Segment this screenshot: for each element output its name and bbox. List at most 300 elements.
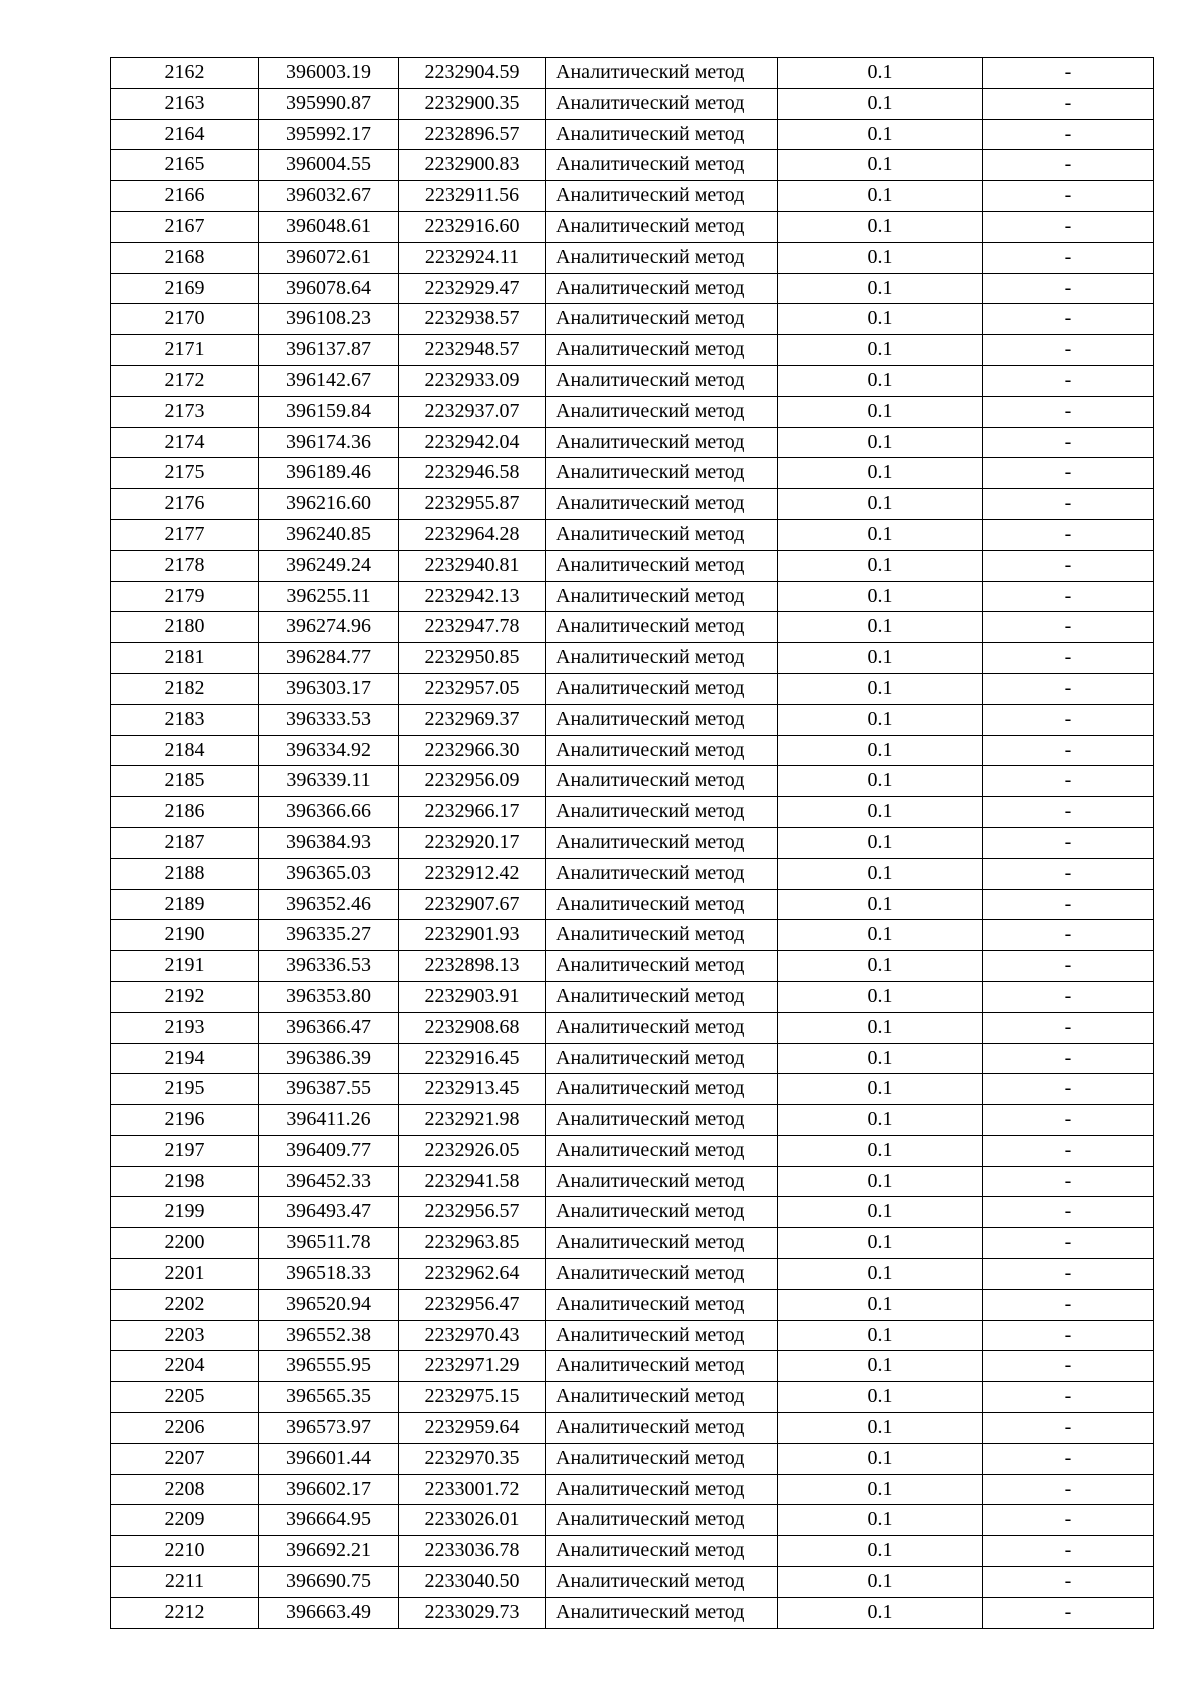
method-cell: Аналитический метод (546, 1197, 778, 1228)
y-coordinate-cell: 2232950.85 (399, 643, 546, 674)
y-coordinate-cell: 2232907.67 (399, 889, 546, 920)
method-cell: Аналитический метод (546, 365, 778, 396)
x-coordinate-cell: 396366.66 (259, 797, 399, 828)
note-cell: - (983, 1197, 1154, 1228)
note-cell: - (983, 273, 1154, 304)
point-number-cell: 2206 (111, 1413, 259, 1444)
table-row (111, 211, 1154, 242)
point-number-cell: 2183 (111, 704, 259, 735)
accuracy-cell: 0.1 (778, 858, 983, 889)
point-number-cell: 2188 (111, 858, 259, 889)
table-row (111, 858, 1154, 889)
y-coordinate-cell: 2233001.72 (399, 1474, 546, 1505)
accuracy-cell: 0.1 (778, 797, 983, 828)
y-coordinate-cell: 2232942.13 (399, 581, 546, 612)
table-row (111, 1320, 1154, 1351)
x-coordinate-cell: 396365.03 (259, 858, 399, 889)
note-cell: - (983, 766, 1154, 797)
method-cell: Аналитический метод (546, 1074, 778, 1105)
x-coordinate-cell: 396072.61 (259, 242, 399, 273)
method-cell: Аналитический метод (546, 1105, 778, 1136)
accuracy-cell: 0.1 (778, 920, 983, 951)
note-cell: - (983, 643, 1154, 674)
x-coordinate-cell: 396366.47 (259, 1012, 399, 1043)
table-row (111, 1536, 1154, 1567)
point-number-cell: 2169 (111, 273, 259, 304)
note-cell: - (983, 951, 1154, 982)
method-cell: Аналитический метод (546, 797, 778, 828)
coordinates-table (110, 57, 1154, 1629)
point-number-cell: 2172 (111, 365, 259, 396)
point-number-cell: 2184 (111, 735, 259, 766)
accuracy-cell: 0.1 (778, 1074, 983, 1105)
x-coordinate-cell: 396032.67 (259, 181, 399, 212)
point-number-cell: 2165 (111, 150, 259, 181)
x-coordinate-cell: 396352.46 (259, 889, 399, 920)
table-row (111, 766, 1154, 797)
table-row (111, 920, 1154, 951)
table-row (111, 1074, 1154, 1105)
method-cell: Аналитический метод (546, 519, 778, 550)
accuracy-cell: 0.1 (778, 704, 983, 735)
method-cell: Аналитический метод (546, 396, 778, 427)
table-row (111, 58, 1154, 89)
x-coordinate-cell: 396690.75 (259, 1567, 399, 1598)
x-coordinate-cell: 396493.47 (259, 1197, 399, 1228)
table-row (111, 1443, 1154, 1474)
note-cell: - (983, 335, 1154, 366)
y-coordinate-cell: 2232904.59 (399, 58, 546, 89)
method-cell: Аналитический метод (546, 211, 778, 242)
x-coordinate-cell: 396284.77 (259, 643, 399, 674)
note-cell: - (983, 519, 1154, 550)
method-cell: Аналитический метод (546, 1413, 778, 1444)
point-number-cell: 2194 (111, 1043, 259, 1074)
y-coordinate-cell: 2232964.28 (399, 519, 546, 550)
point-number-cell: 2195 (111, 1074, 259, 1105)
note-cell: - (983, 242, 1154, 273)
method-cell: Аналитический метод (546, 1567, 778, 1598)
table-row (111, 951, 1154, 982)
y-coordinate-cell: 2232933.09 (399, 365, 546, 396)
accuracy-cell: 0.1 (778, 1228, 983, 1259)
x-coordinate-cell: 396452.33 (259, 1166, 399, 1197)
point-number-cell: 2162 (111, 58, 259, 89)
accuracy-cell: 0.1 (778, 550, 983, 581)
y-coordinate-cell: 2233040.50 (399, 1567, 546, 1598)
x-coordinate-cell: 396520.94 (259, 1289, 399, 1320)
x-coordinate-cell: 396409.77 (259, 1135, 399, 1166)
method-cell: Аналитический метод (546, 1289, 778, 1320)
note-cell: - (983, 365, 1154, 396)
y-coordinate-cell: 2232971.29 (399, 1351, 546, 1382)
note-cell: - (983, 1443, 1154, 1474)
point-number-cell: 2179 (111, 581, 259, 612)
y-coordinate-cell: 2232956.57 (399, 1197, 546, 1228)
x-coordinate-cell: 396663.49 (259, 1597, 399, 1628)
y-coordinate-cell: 2232955.87 (399, 489, 546, 520)
point-number-cell: 2171 (111, 335, 259, 366)
accuracy-cell: 0.1 (778, 612, 983, 643)
y-coordinate-cell: 2232901.93 (399, 920, 546, 951)
table-row (111, 981, 1154, 1012)
point-number-cell: 2173 (111, 396, 259, 427)
accuracy-cell: 0.1 (778, 150, 983, 181)
method-cell: Аналитический метод (546, 673, 778, 704)
table-row (111, 1567, 1154, 1598)
accuracy-cell: 0.1 (778, 643, 983, 674)
note-cell: - (983, 489, 1154, 520)
point-number-cell: 2208 (111, 1474, 259, 1505)
accuracy-cell: 0.1 (778, 1012, 983, 1043)
x-coordinate-cell: 396003.19 (259, 58, 399, 89)
note-cell: - (983, 1289, 1154, 1320)
point-number-cell: 2167 (111, 211, 259, 242)
y-coordinate-cell: 2232948.57 (399, 335, 546, 366)
table-row (111, 673, 1154, 704)
accuracy-cell: 0.1 (778, 1567, 983, 1598)
accuracy-cell: 0.1 (778, 396, 983, 427)
y-coordinate-cell: 2232916.60 (399, 211, 546, 242)
table-row (111, 1382, 1154, 1413)
table-row (111, 458, 1154, 489)
table-row (111, 1012, 1154, 1043)
accuracy-cell: 0.1 (778, 1135, 983, 1166)
accuracy-cell: 0.1 (778, 673, 983, 704)
method-cell: Аналитический метод (546, 735, 778, 766)
table-row (111, 150, 1154, 181)
method-cell: Аналитический метод (546, 273, 778, 304)
y-coordinate-cell: 2232941.58 (399, 1166, 546, 1197)
x-coordinate-cell: 396274.96 (259, 612, 399, 643)
x-coordinate-cell: 396565.35 (259, 1382, 399, 1413)
method-cell: Аналитический метод (546, 1043, 778, 1074)
y-coordinate-cell: 2232959.64 (399, 1413, 546, 1444)
coordinates-table-body (111, 58, 1154, 1629)
method-cell: Аналитический метод (546, 981, 778, 1012)
y-coordinate-cell: 2232911.56 (399, 181, 546, 212)
point-number-cell: 2170 (111, 304, 259, 335)
accuracy-cell: 0.1 (778, 119, 983, 150)
table-row (111, 242, 1154, 273)
accuracy-cell: 0.1 (778, 365, 983, 396)
method-cell: Аналитический метод (546, 550, 778, 581)
table-row (111, 1228, 1154, 1259)
x-coordinate-cell: 395992.17 (259, 119, 399, 150)
table-row (111, 827, 1154, 858)
accuracy-cell: 0.1 (778, 211, 983, 242)
table-row (111, 365, 1154, 396)
note-cell: - (983, 1536, 1154, 1567)
y-coordinate-cell: 2232916.45 (399, 1043, 546, 1074)
table-row (111, 1105, 1154, 1136)
y-coordinate-cell: 2232920.17 (399, 827, 546, 858)
y-coordinate-cell: 2232956.47 (399, 1289, 546, 1320)
x-coordinate-cell: 396303.17 (259, 673, 399, 704)
x-coordinate-cell: 396048.61 (259, 211, 399, 242)
y-coordinate-cell: 2232921.98 (399, 1105, 546, 1136)
method-cell: Аналитический метод (546, 489, 778, 520)
accuracy-cell: 0.1 (778, 1289, 983, 1320)
y-coordinate-cell: 2232957.05 (399, 673, 546, 704)
accuracy-cell: 0.1 (778, 1413, 983, 1444)
x-coordinate-cell: 396518.33 (259, 1259, 399, 1290)
y-coordinate-cell: 2232970.35 (399, 1443, 546, 1474)
y-coordinate-cell: 2232956.09 (399, 766, 546, 797)
y-coordinate-cell: 2232900.83 (399, 150, 546, 181)
point-number-cell: 2176 (111, 489, 259, 520)
point-number-cell: 2175 (111, 458, 259, 489)
table-row (111, 889, 1154, 920)
accuracy-cell: 0.1 (778, 242, 983, 273)
point-number-cell: 2202 (111, 1289, 259, 1320)
method-cell: Аналитический метод (546, 458, 778, 489)
y-coordinate-cell: 2232966.17 (399, 797, 546, 828)
note-cell: - (983, 1259, 1154, 1290)
accuracy-cell: 0.1 (778, 335, 983, 366)
table-row (111, 304, 1154, 335)
x-coordinate-cell: 396174.36 (259, 427, 399, 458)
note-cell: - (983, 704, 1154, 735)
y-coordinate-cell: 2232938.57 (399, 304, 546, 335)
method-cell: Аналитический метод (546, 1382, 778, 1413)
x-coordinate-cell: 396387.55 (259, 1074, 399, 1105)
method-cell: Аналитический метод (546, 1505, 778, 1536)
method-cell: Аналитический метод (546, 242, 778, 273)
note-cell: - (983, 304, 1154, 335)
method-cell: Аналитический метод (546, 1443, 778, 1474)
table-row (111, 519, 1154, 550)
y-coordinate-cell: 2233029.73 (399, 1597, 546, 1628)
y-coordinate-cell: 2232929.47 (399, 273, 546, 304)
table-row (111, 396, 1154, 427)
accuracy-cell: 0.1 (778, 58, 983, 89)
table-row (111, 1135, 1154, 1166)
accuracy-cell: 0.1 (778, 304, 983, 335)
table-row (111, 1289, 1154, 1320)
method-cell: Аналитический метод (546, 920, 778, 951)
accuracy-cell: 0.1 (778, 1259, 983, 1290)
accuracy-cell: 0.1 (778, 981, 983, 1012)
x-coordinate-cell: 396511.78 (259, 1228, 399, 1259)
note-cell: - (983, 1074, 1154, 1105)
point-number-cell: 2207 (111, 1443, 259, 1474)
x-coordinate-cell: 396240.85 (259, 519, 399, 550)
x-coordinate-cell: 396384.93 (259, 827, 399, 858)
table-row (111, 612, 1154, 643)
point-number-cell: 2174 (111, 427, 259, 458)
y-coordinate-cell: 2232966.30 (399, 735, 546, 766)
note-cell: - (983, 1012, 1154, 1043)
method-cell: Аналитический метод (546, 1474, 778, 1505)
table-row (111, 643, 1154, 674)
method-cell: Аналитический метод (546, 1351, 778, 1382)
x-coordinate-cell: 396664.95 (259, 1505, 399, 1536)
point-number-cell: 2168 (111, 242, 259, 273)
point-number-cell: 2193 (111, 1012, 259, 1043)
x-coordinate-cell: 396108.23 (259, 304, 399, 335)
note-cell: - (983, 1474, 1154, 1505)
x-coordinate-cell: 396411.26 (259, 1105, 399, 1136)
accuracy-cell: 0.1 (778, 88, 983, 119)
point-number-cell: 2178 (111, 550, 259, 581)
point-number-cell: 2189 (111, 889, 259, 920)
note-cell: - (983, 735, 1154, 766)
method-cell: Аналитический метод (546, 181, 778, 212)
table-row (111, 581, 1154, 612)
table-row (111, 119, 1154, 150)
note-cell: - (983, 396, 1154, 427)
x-coordinate-cell: 396336.53 (259, 951, 399, 982)
note-cell: - (983, 981, 1154, 1012)
accuracy-cell: 0.1 (778, 519, 983, 550)
note-cell: - (983, 673, 1154, 704)
method-cell: Аналитический метод (546, 335, 778, 366)
method-cell: Аналитический метод (546, 1135, 778, 1166)
x-coordinate-cell: 396078.64 (259, 273, 399, 304)
y-coordinate-cell: 2232940.81 (399, 550, 546, 581)
method-cell: Аналитический метод (546, 1320, 778, 1351)
note-cell: - (983, 1043, 1154, 1074)
x-coordinate-cell: 396339.11 (259, 766, 399, 797)
note-cell: - (983, 1166, 1154, 1197)
x-coordinate-cell: 396692.21 (259, 1536, 399, 1567)
method-cell: Аналитический метод (546, 1166, 778, 1197)
point-number-cell: 2177 (111, 519, 259, 550)
accuracy-cell: 0.1 (778, 766, 983, 797)
point-number-cell: 2205 (111, 1382, 259, 1413)
table-row (111, 1197, 1154, 1228)
x-coordinate-cell: 396255.11 (259, 581, 399, 612)
method-cell: Аналитический метод (546, 704, 778, 735)
method-cell: Аналитический метод (546, 766, 778, 797)
accuracy-cell: 0.1 (778, 1443, 983, 1474)
x-coordinate-cell: 396333.53 (259, 704, 399, 735)
accuracy-cell: 0.1 (778, 458, 983, 489)
accuracy-cell: 0.1 (778, 1166, 983, 1197)
method-cell: Аналитический метод (546, 88, 778, 119)
table-row (111, 335, 1154, 366)
accuracy-cell: 0.1 (778, 1043, 983, 1074)
point-number-cell: 2186 (111, 797, 259, 828)
x-coordinate-cell: 395990.87 (259, 88, 399, 119)
point-number-cell: 2197 (111, 1135, 259, 1166)
x-coordinate-cell: 396552.38 (259, 1320, 399, 1351)
method-cell: Аналитический метод (546, 643, 778, 674)
note-cell: - (983, 612, 1154, 643)
table-row (111, 735, 1154, 766)
point-number-cell: 2199 (111, 1197, 259, 1228)
table-row (111, 1413, 1154, 1444)
accuracy-cell: 0.1 (778, 273, 983, 304)
accuracy-cell: 0.1 (778, 1351, 983, 1382)
x-coordinate-cell: 396004.55 (259, 150, 399, 181)
note-cell: - (983, 211, 1154, 242)
note-cell: - (983, 458, 1154, 489)
note-cell: - (983, 1567, 1154, 1598)
table-row (111, 1597, 1154, 1628)
y-coordinate-cell: 2232924.11 (399, 242, 546, 273)
point-number-cell: 2187 (111, 827, 259, 858)
note-cell: - (983, 1320, 1154, 1351)
method-cell: Аналитический метод (546, 1597, 778, 1628)
method-cell: Аналитический метод (546, 58, 778, 89)
point-number-cell: 2196 (111, 1105, 259, 1136)
note-cell: - (983, 1135, 1154, 1166)
note-cell: - (983, 1413, 1154, 1444)
y-coordinate-cell: 2232946.58 (399, 458, 546, 489)
note-cell: - (983, 119, 1154, 150)
accuracy-cell: 0.1 (778, 827, 983, 858)
note-cell: - (983, 1597, 1154, 1628)
point-number-cell: 2182 (111, 673, 259, 704)
table-row (111, 1043, 1154, 1074)
point-number-cell: 2209 (111, 1505, 259, 1536)
y-coordinate-cell: 2232975.15 (399, 1382, 546, 1413)
note-cell: - (983, 150, 1154, 181)
table-row (111, 1474, 1154, 1505)
x-coordinate-cell: 396249.24 (259, 550, 399, 581)
method-cell: Аналитический метод (546, 119, 778, 150)
note-cell: - (983, 889, 1154, 920)
accuracy-cell: 0.1 (778, 1505, 983, 1536)
y-coordinate-cell: 2232898.13 (399, 951, 546, 982)
point-number-cell: 2198 (111, 1166, 259, 1197)
table-row (111, 550, 1154, 581)
accuracy-cell: 0.1 (778, 951, 983, 982)
y-coordinate-cell: 2232900.35 (399, 88, 546, 119)
method-cell: Аналитический метод (546, 889, 778, 920)
y-coordinate-cell: 2232937.07 (399, 396, 546, 427)
note-cell: - (983, 581, 1154, 612)
y-coordinate-cell: 2232962.64 (399, 1259, 546, 1290)
method-cell: Аналитический метод (546, 827, 778, 858)
accuracy-cell: 0.1 (778, 1320, 983, 1351)
y-coordinate-cell: 2233026.01 (399, 1505, 546, 1536)
accuracy-cell: 0.1 (778, 1597, 983, 1628)
accuracy-cell: 0.1 (778, 489, 983, 520)
point-number-cell: 2191 (111, 951, 259, 982)
accuracy-cell: 0.1 (778, 1536, 983, 1567)
x-coordinate-cell: 396573.97 (259, 1413, 399, 1444)
point-number-cell: 2164 (111, 119, 259, 150)
point-number-cell: 2210 (111, 1536, 259, 1567)
x-coordinate-cell: 396216.60 (259, 489, 399, 520)
x-coordinate-cell: 396334.92 (259, 735, 399, 766)
point-number-cell: 2190 (111, 920, 259, 951)
note-cell: - (983, 920, 1154, 951)
y-coordinate-cell: 2232963.85 (399, 1228, 546, 1259)
point-number-cell: 2163 (111, 88, 259, 119)
y-coordinate-cell: 2232970.43 (399, 1320, 546, 1351)
table-row (111, 1259, 1154, 1290)
accuracy-cell: 0.1 (778, 889, 983, 920)
x-coordinate-cell: 396602.17 (259, 1474, 399, 1505)
method-cell: Аналитический метод (546, 581, 778, 612)
method-cell: Аналитический метод (546, 612, 778, 643)
method-cell: Аналитический метод (546, 1228, 778, 1259)
table-row (111, 181, 1154, 212)
note-cell: - (983, 858, 1154, 889)
note-cell: - (983, 427, 1154, 458)
x-coordinate-cell: 396353.80 (259, 981, 399, 1012)
method-cell: Аналитический метод (546, 1536, 778, 1567)
note-cell: - (983, 1105, 1154, 1136)
note-cell: - (983, 797, 1154, 828)
x-coordinate-cell: 396335.27 (259, 920, 399, 951)
x-coordinate-cell: 396386.39 (259, 1043, 399, 1074)
point-number-cell: 2200 (111, 1228, 259, 1259)
